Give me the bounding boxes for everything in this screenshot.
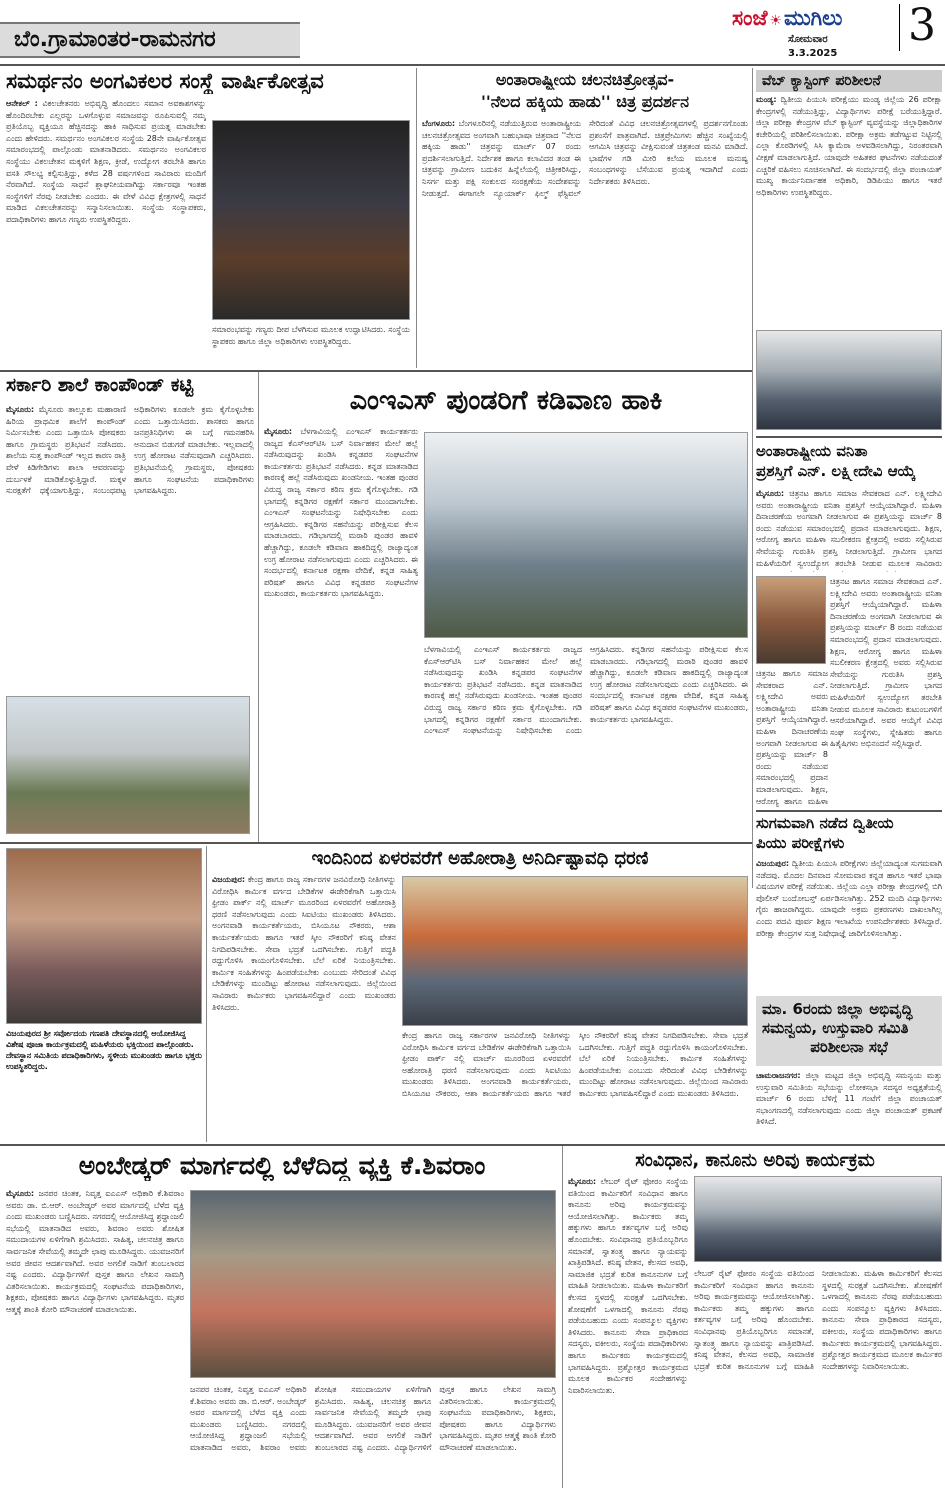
dateline: ಮೈಸೂರು:: [6, 405, 35, 414]
row-rule: [0, 370, 752, 372]
body-women-cont: ಚಿತ್ರನಟ ಹಾಗೂ ಸಮಾಜ ಸೇವಕರಾದ ಎನ್. ಲಕ್ಷ್ಮೀದೇವಿ ಅವರು ಅಂತಾರಾಷ್ಟ್ರೀಯ ವನಿತಾ ಪ್ರಶಸ್ತಿಗೆ ಆಯ್ಕೆಯಾಗಿದ್ದಾರೆ. ಮಹಿಳಾ ದಿನಾಚರಣೆಯ ಅಂಗವಾಗಿ ನೀಡಲಾಗುವ ಈ ಪ್ರಶಸ್ತಿಯನ್ನು ಮಾರ್ಚ್ 8 ರಂದು ನಡೆಯುವ ಸಮಾರಂಭದಲ್ಲಿ ಪ್ರದಾನ ಮಾಡಲಾಗುವುದು. ಶಿಕ್ಷಣ, ಆರೋಗ್ಯ ಹಾಗೂ ಮಹಿಳಾ ಸಬಲೀಕರಣ ಕ್ಷೇತ್ರದಲ್ಲಿ ಅವರು ಸಲ್ಲಿಸಿರುವ ಸೇವೆಯನ್ನು ಗುರುತಿಸಿ ಪ್ರಶಸ್ತಿ ನೀಡಲಾಗುತ್ತಿದೆ. ಗ್ರಾಮೀಣ ಭಾಗದ ಮಹಿಳೆಯರಿಗೆ ಸ್ವಉದ್ಯೋಗ ತರಬೇತಿ ನೀಡುವ ಮೂಲಕ ಸಾವಿರಾರು ಕುಟುಂಬಗಳಿಗೆ ಆಸರೆಯಾಗಿದ್ದಾರೆ. ಅವರ ಆಯ್ಕೆಗೆ ವಿವಿಧ ಸಂಘ ಸಂಸ್ಥೆಗಳು, ಸ್ನೇಹಿತರು ಹಾಗೂ ಹಿತೈಷಿಗಳು ಅಭಿನಂದನೆ ಸಲ್ಲಿಸಿದ್ದಾರೆ.: [830, 577, 942, 749]
dateline: ಮೈಸೂರು:: [6, 1189, 35, 1198]
photo-dharna-rally: [402, 876, 748, 1026]
body-text: ಜಿಲ್ಲಾ ಮಟ್ಟದ ಜಿಲ್ಲಾ ಅಭಿವೃದ್ಧಿ ಸಮನ್ವಯ ಮತ್ತು ಉಸ್ತುವಾರಿ ಸಮಿತಿಯ ಸಭೆಯನ್ನು ಲೋಕಸಭಾ ಸದಸ್ಯರ ಅಧ್ಯಕ್ಷತೆಯಲ್ಲಿ ಮಾರ್ಚ್ 6 ರಂದು ಬೆಳಿಗ್ಗೆ 11 ಗಂಟೆಗೆ ಜಿಲ್ಲಾ ಪಂಚಾಯತ್ ಸಭಾಂಗಣದಲ್ಲಿ ನಡೆಸಲಾಗುವುದು ಎಂದು ಜಿಲ್ಲಾ ಪಂಚಾಯತ್ ಪ್ರಕಟಣೆ ತಿಳಿಸಿದೆ.: [756, 1071, 942, 1127]
headline-film-1: ಅಂತಾರಾಷ್ಟ್ರೀಯ ಚಲನಚಿತ್ರೋತ್ಸವ-: [495, 70, 675, 89]
brand-word-1: ಸಂಜೆ: [732, 6, 768, 30]
story-samarthanam: [6, 98, 206, 364]
headline-constitution: ಸಂವಿಧಾನ, ಕಾನೂನು ಅರಿವು ಕಾರ್ಯಕ್ರಮ: [635, 1150, 875, 1171]
row-rule: [0, 842, 752, 844]
photo-school-protest: [6, 696, 250, 834]
body-text: ಬೆಂಗಳೂರಿನಲ್ಲಿ ನಡೆಯುತ್ತಿರುವ ಅಂತಾರಾಷ್ಟ್ರೀಯ ಚಲನಚಿತ್ರೋತ್ಸವದ ಅಂಗವಾಗಿ ಬಹುಭಾಷಾ ಚಿತ್ರವಾದ ''ನೆಲದ ಹಕ್ಕಿಯ ಹಾಡು'' ಚಿತ್ರವನ್ನು ಮಾರ್ಚ್ 07 ರಂದು ಪ್ರದರ್ಶಿಸಲಾಗುತ್ತಿದೆ. ನಿರ್ದೇಶಕ ಹಾಗೂ ಕಲಾವಿದರ ತಂಡ ಈ ಚಿತ್ರವನ್ನು ಗ್ರಾಮೀಣ ಬದುಕಿನ ಹಿನ್ನೆಲೆಯಲ್ಲಿ ಚಿತ್ರೀಕರಿಸಿದ್ದು, ನಿಸರ್ಗ ಮತ್ತು ಪಕ್ಷಿ ಸಂಕುಲದ ಸಂರಕ್ಷಣೆಯ ಸಂದೇಶವನ್ನು ನೀಡುತ್ತದೆ. ಈಗಾಗಲೇ ನ್ಯೂಯಾರ್ಕ್ ಫಿಲ್ಮ್ ಫೆಸ್ಟಿವಲ್ ಸೇರಿದಂತೆ ವಿವಿಧ ಚಲನಚಿತ್ರೋತ್ಸವಗಳಲ್ಲಿ ಪ್ರದರ್ಶನಗೊಂಡು ಪ್ರಶಂಸೆಗೆ ಪಾತ್ರವಾಗಿದೆ. ಚಿತ್ರಪ್ರೇಮಿಗಳು ಹೆಚ್ಚಿನ ಸಂಖ್ಯೆಯಲ್ಲಿ ಆಗಮಿಸಿ ಚಿತ್ರವನ್ನು ವೀಕ್ಷಿಸುವಂತೆ ಚಿತ್ರತಂಡ ಮನವಿ ಮಾಡಿದೆ. ಭಾಷೆಗಳ ಗಡಿ ಮೀರಿ ಕಲೆಯ ಮೂಲಕ ಮನುಷ್ಯ ಸಂಬಂಧಗಳನ್ನು ಬೆಸೆಯುವ ಪ್ರಯತ್ನ ಇದಾಗಿದೆ ಎಂದು ನಿರ್ದೇಶಕರು ತಿಳಿಸಿದರು.: [422, 119, 748, 198]
photo-constitution-meeting: [694, 1176, 942, 1262]
brand-word-2: ಮುಗಿಲು: [783, 6, 843, 30]
story-women-side: [830, 576, 942, 808]
story-women-top: [756, 488, 942, 572]
headline-school: ಸರ್ಕಾರಿ ಶಾಲೆ ಕಾಂಪೌಂಡ್ ಕಟ್ಟಿ: [6, 374, 194, 396]
body-webcasting: [756, 94, 942, 198]
col-rule: [416, 68, 417, 368]
photo-students-books: [190, 1190, 556, 1378]
story-women-below: [756, 668, 828, 808]
body-mes: [264, 426, 418, 600]
story-ambedkar-col2: [190, 1384, 556, 1486]
brand-logo: [732, 6, 842, 31]
story-constitution-col2: [694, 1268, 942, 1486]
headline-film-2: ''ನೆಲದ ಹಕ್ಕಿಯ ಹಾಡು'' ಚಿತ್ರ ಪ್ರದರ್ಶನ: [480, 92, 689, 111]
dateline: ವಿಜಯಪುರ:: [756, 859, 790, 868]
body-text: ದ್ವಿತೀಯ ಪಿಯುಸಿ ಪರೀಕ್ಷೆಗಳು ಜಿಲ್ಲೆಯಾದ್ಯಂತ ಸುಗಮವಾಗಿ ನಡೆದವು. ಮೊದಲ ದಿನವಾದ ಸೋಮವಾರ ಕನ್ನಡ ಹಾಗೂ ಇತರೆ ಭಾಷಾ ವಿಷಯಗಳ ಪರೀಕ್ಷೆ ನಡೆಯಿತು. ಜಿಲ್ಲೆಯ ಎಲ್ಲಾ ಪರೀಕ್ಷಾ ಕೇಂದ್ರಗಳಲ್ಲಿ ಬಿಗಿ ಪೊಲೀಸ್ ಬಂದೋಬಸ್ತ್ ಏರ್ಪಡಿಸಲಾಗಿತ್ತು. 252 ಮಂದಿ ವಿದ್ಯಾರ್ಥಿಗಳು ಗೈರು ಹಾಜರಾಗಿದ್ದರು. ಯಾವುದೇ ಅಕ್ರಮ ಪ್ರಕರಣಗಳು ದಾಖಲಾಗಿಲ್ಲ ಎಂದು ಪದವಿ ಪೂರ್ವ ಶಿಕ್ಷಣ ಇಲಾಖೆಯ ಉಪನಿರ್ದೇಶಕರು ತಿಳಿಸಿದ್ದಾರೆ. ಪರೀಕ್ಷಾ ಕೇಂದ್ರಗಳ ಸುತ್ತ ನಿಷೇಧಾಜ್ಞೆ ಜಾರಿಗೊಳಿಸಲಾಗಿತ್ತು.: [756, 859, 942, 938]
headline-ambedkar: ಅಂಬೇಡ್ಕರ್ ಮಾರ್ಗದಲ್ಲಿ ಬೆಳೆದಿದ್ದ ವ್ಯಕ್ತಿ ಕೆ.ಶಿವರಾಂ: [78, 1151, 486, 1180]
headline-samarthanam: ಸಮರ್ಥನಂ ಅಂಗವಿಕಲರ ಸಂಸ್ಥೆ ವಾರ್ಷಿಕೋತ್ಸವ: [6, 69, 324, 93]
col-rule: [562, 1146, 563, 1488]
headline-vigilance-1: ಮಾ. 6ರಂದು ಜಿಲ್ಲಾ ಅಭಿವೃದ್ಧಿ: [762, 1000, 913, 1018]
body-text: ದ್ವಿತೀಯ ಪಿಯುಸಿ ಪರೀಕ್ಷೆಯು ಮಂಡ್ಯ ಜಿಲ್ಲೆಯ 26 ಪರೀಕ್ಷಾ ಕೇಂದ್ರಗಳಲ್ಲಿ ನಡೆಯುತ್ತಿದ್ದು, ವಿದ್ಯಾರ್ಥಿಗಳು ಪರೀಕ್ಷೆ ಬರೆಯುತ್ತಿದ್ದಾರೆ. ಜಿಲ್ಲಾ ಪರೀಕ್ಷಾ ಕೇಂದ್ರಗಳ ವೆಬ್ ಕ್ಯಾಸ್ಟಿಂಗ್ ವ್ಯವಸ್ಥೆಯನ್ನು ಜಿಲ್ಲಾಧಿಕಾರಿಗಳ ಕಚೇರಿಯಲ್ಲಿ ಪರಿಶೀಲಿಸಲಾಯಿತು. ಪರೀಕ್ಷಾ ಅಕ್ರಮ ತಡೆಗಟ್ಟುವ ನಿಟ್ಟಿನಲ್ಲಿ ಎಲ್ಲಾ ಕೊಠಡಿಗಳಲ್ಲಿ ಸಿಸಿ ಕ್ಯಾಮೆರಾ ಅಳವಡಿಸಲಾಗಿದ್ದು, ನಿರಂತರವಾಗಿ ವೀಕ್ಷಣೆ ಮಾಡಲಾಗುತ್ತಿದೆ. ಯಾವುದೇ ಅಹಿತಕರ ಘಟನೆಗಳು ನಡೆಯದಂತೆ ಎಚ್ಚರಿಕೆ ವಹಿಸಲು ಸೂಚಿಸಲಾಗಿದೆ. ಈ ಸಂದರ್ಭದಲ್ಲಿ ಜಿಲ್ಲಾ ಪಂಚಾಯತ್ ಮುಖ್ಯ ಕಾರ್ಯನಿರ್ವಾಹಕ ಅಧಿಕಾರಿ, ಡಿಡಿಪಿಯು ಹಾಗೂ ಇತರೆ ಅಧಿಕಾರಿಗಳು ಉಪಸ್ಥಿತರಿದ್ದರು.: [756, 95, 942, 197]
body-dharna: [212, 874, 396, 1013]
issue-date: 3.3.2025: [788, 48, 838, 59]
body-women-cont2: ಚಿತ್ರನಟ ಹಾಗೂ ಸಮಾಜ ಸೇವಕರಾದ ಎನ್. ಲಕ್ಷ್ಮೀದೇವಿ ಅವರು ಅಂತಾರಾಷ್ಟ್ರೀಯ ವನಿತಾ ಪ್ರಶಸ್ತಿಗೆ ಆಯ್ಕೆಯಾಗಿದ್ದಾರೆ. ಮಹಿಳಾ ದಿನಾಚರಣೆಯ ಅಂಗವಾಗಿ ನೀಡಲಾಗುವ ಈ ಪ್ರಶಸ್ತಿಯನ್ನು ಮಾರ್ಚ್ 8 ರಂದು ನಡೆಯುವ ಸಮಾರಂಭದಲ್ಲಿ ಪ್ರದಾನ ಮಾಡಲಾಗುವುದು. ಶಿಕ್ಷಣ, ಆರೋಗ್ಯ ಹಾಗೂ ಮಹಿಳಾ: [756, 669, 828, 806]
col-rule: [206, 846, 207, 1142]
headline-puc-2: ಪಿಯು ಪರೀಕ್ಷೆಗಳು: [756, 834, 845, 852]
headline-women-2: ಪ್ರಶಸ್ತಿಗೆ ಎನ್. ಲಕ್ಷ್ಮೀದೇವಿ ಆಯ್ಕೆ: [756, 462, 916, 480]
headline-webcasting: ವೆಬ್ ಕ್ಯಾಸ್ಟಿಂಗ್ ಪರಿಶೀಲನೆ: [756, 70, 942, 92]
col-rule: [752, 68, 753, 888]
photo-temple-women: [6, 848, 202, 1024]
headline-box-vigilance: [756, 996, 942, 1066]
caption-temple: ವಿಜಯಪುರದ ಶ್ರೀ ಸರ್ವೋದಯ ಗಣಪತಿ ದೇವಸ್ಥಾನದಲ್ಲಿ ಆಯೋಜಿಸಿದ್ದ ವಿಶೇಷ ಪೂಜಾ ಕಾರ್ಯಕ್ರಮದಲ್ಲಿ ಮಹಿಳೆಯರು ಭಕ್ತಿಯಿಂದ ಪಾಲ್ಗೊಂಡರು. ದೇವಸ್ಥಾನ ಸಮಿತಿಯ ಪದಾಧಿಕಾರಿಗಳು, ಸ್ಥಳೀಯ ಮುಖಂಡರು ಹಾಗೂ ಭಕ್ತರು ಉಪಸ್ಥಿತರಿದ್ದರು.: [6, 1029, 202, 1071]
page-number: 3: [899, 4, 936, 51]
body-text: ಚಿತ್ರನಟ ಹಾಗೂ ಸಮಾಜ ಸೇವಕರಾದ ಎನ್. ಲಕ್ಷ್ಮೀದೇವಿ ಅವರು ಅಂತಾರಾಷ್ಟ್ರೀಯ ವನಿತಾ ಪ್ರಶಸ್ತಿಗೆ ಆಯ್ಕೆಯಾಗಿದ್ದಾರೆ. ಮಹಿಳಾ ದಿನಾಚರಣೆಯ ಅಂಗವಾಗಿ ನೀಡಲಾಗುವ ಈ ಪ್ರಶಸ್ತಿಯನ್ನು ಮಾರ್ಚ್ 8 ರಂದು ನಡೆಯುವ ಸಮಾರಂಭದಲ್ಲಿ ಪ್ರದಾನ ಮಾಡಲಾಗುವುದು. ಶಿಕ್ಷಣ, ಆರೋಗ್ಯ ಹಾಗೂ ಮಹಿಳಾ ಸಬಲೀಕರಣ ಕ್ಷೇತ್ರದಲ್ಲಿ ಅವರು ಸಲ್ಲಿಸಿರುವ ಸೇವೆಯನ್ನು ಗುರುತಿಸಿ ಪ್ರಶಸ್ತಿ ನೀಡಲಾಗುತ್ತಿದೆ. ಗ್ರಾಮೀಣ ಭಾಗದ ಮಹಿಳೆಯರಿಗೆ ಸ್ವಉದ್ಯೋಗ ತರಬೇತಿ ನೀಡುವ ಮೂಲಕ ಸಾವಿರಾರು: [756, 489, 942, 568]
story-vigilance: [756, 1070, 942, 1140]
photo-webcasting-room: [756, 330, 942, 430]
headline-vigilance-2: ಸಮನ್ವಯ, ಉಸ್ತುವಾರಿ ಸಮಿತಿ: [762, 1018, 909, 1037]
dateline: ಮೈಸೂರು:: [568, 1177, 597, 1186]
masthead: [728, 4, 940, 64]
body-text: ಬೆಳಗಾವಿಯಲ್ಲಿ ಎಂಇಎಸ್ ಕಾರ್ಯಕರ್ತರು ರಾಜ್ಯದ ಕೆಎಸ್‌ಆರ್‌ಟಿಸಿ ಬಸ್ ನಿರ್ವಾಹಕನ ಮೇಲೆ ಹಲ್ಲೆ ನಡೆಸಿರುವುದನ್ನು ಖಂಡಿಸಿ ಕನ್ನಡಪರ ಸಂಘಟನೆಗಳ ಕಾರ್ಯಕರ್ತರು ಪ್ರತಿಭಟನೆ ನಡೆಸಿದರು. ಕನ್ನಡ ಮಾತನಾಡಿದ ಕಾರಣಕ್ಕೆ ಹಲ್ಲೆ ನಡೆಸಿರುವುದು ಖಂಡನೀಯ. ಇಂತಹ ಪುಂಡರ ವಿರುದ್ಧ ರಾಜ್ಯ ಸರ್ಕಾರ ಕಠಿಣ ಕ್ರಮ ಕೈಗೊಳ್ಳಬೇಕು. ಗಡಿ ಭಾಗದಲ್ಲಿ ಕನ್ನಡಿಗರ ರಕ್ಷಣೆಗೆ ಸರ್ಕಾರ ಮುಂದಾಗಬೇಕು. ಎಂಇಎಸ್ ಸಂಘಟನೆಯನ್ನು ನಿಷೇಧಿಸಬೇಕು ಎಂದು ಆಗ್ರಹಿಸಿದರು. ಕನ್ನಡಿಗರ ಸಹನೆಯನ್ನು ಪರೀಕ್ಷಿಸುವ ಕೆಲಸ ಮಾಡಬಾರದು. ಗಡಿಭಾಗದಲ್ಲಿ ಮರಾಠಿ ಪುಂಡರ ಹಾವಳಿ ಹೆಚ್ಚಾಗಿದ್ದು, ಕೂಡಲೇ ಕಡಿವಾಣ ಹಾಕದಿದ್ದಲ್ಲಿ ರಾಜ್ಯಾದ್ಯಂತ ಉಗ್ರ ಹೋರಾಟ ನಡೆಸಲಾಗುವುದು ಎಂದು ಎಚ್ಚರಿಸಿದರು. ಈ ಸಂದರ್ಭದಲ್ಲಿ ಕರ್ನಾಟಕ ರಕ್ಷಣಾ ವೇದಿಕೆ, ಕನ್ನಡ ಸಾಹಿತ್ಯ ಪರಿಷತ್ ಹಾಗೂ ವಿವಿಧ ಕನ್ನಡಪರ ಸಂಘಟನೆಗಳ ಮುಖಂಡರು, ಕಾರ್ಯಕರ್ತರು ಭಾಗವಹಿಸಿದ್ದರು.: [264, 427, 418, 599]
headline-dharna: ಇಂದಿನಿಂದ ಏಳರವರೆಗೆ ಅಹೋರಾತ್ರಿ ಅನಿರ್ದಿಷ್ಟಾವಧಿ ಧರಣಿ: [311, 848, 649, 869]
story-ambedkar-col1: [6, 1188, 184, 1486]
caption-samarthanam: ಸಮಾರಂಭವನ್ನು ಗಣ್ಯರು ದೀಪ ಬೆಳಗಿಸುವ ಮೂಲಕ ಉದ್ಘಾಟಿಸಿದರು. ಸಂಸ್ಥೆಯ ಸ್ಥಾಪಕರು ಹಾಗೂ ಜಿಲ್ಲಾ ಅಧಿಕಾರಿಗಳು ಉಪಸ್ಥಿತರಿದ್ದರು.: [212, 325, 410, 346]
row-rule: [756, 436, 942, 438]
story-film-festival: [422, 118, 748, 368]
headline-women-1: ಅಂತಾರಾಷ್ಟ್ರೀಯ ವನಿತಾ: [756, 442, 868, 460]
body-ambedkar: [6, 1188, 184, 1316]
body-text: ಕೇಂದ್ರ ಹಾಗೂ ರಾಜ್ಯ ಸರ್ಕಾರಗಳ ಜನವಿರೋಧಿ ನೀತಿಗಳನ್ನು ವಿರೋಧಿಸಿ ಕಾರ್ಮಿಕ ವರ್ಗದ ಬೇಡಿಕೆಗಳ ಈಡೇರಿಕೆಗಾಗಿ ಒತ್ತಾಯಿಸಿ ಫ್ರೀಡಂ ಪಾರ್ಕ್ ನಲ್ಲಿ ಮಾರ್ಚ್ ಮೂರರಿಂದ ಏಳರವರೆಗೆ ಅಹೋರಾತ್ರಿ ಧರಣಿ ನಡೆಸಲಾಗುವುದು ಎಂದು ಸಿಐಟಿಯು ಮುಖಂಡರು ತಿಳಿಸಿದರು. ಅಂಗನವಾಡಿ ಕಾರ್ಯಕರ್ತೆಯರು, ಬಿಸಿಯೂಟ ನೌಕರರು, ಆಶಾ ಕಾರ್ಯಕರ್ತೆಯರು ಹಾಗೂ ಇತರೆ ಸ್ಕೀಂ ನೌಕರರಿಗೆ ಕನಿಷ್ಠ ವೇತನ ನಿಗದಿಪಡಿಸಬೇಕು. ಸೇವಾ ಭದ್ರತೆ ಒದಗಿಸಬೇಕು. ಗುತ್ತಿಗೆ ಪದ್ಧತಿ ರದ್ದುಗೊಳಿಸಿ ಕಾಯಂಗೊಳಿಸಬೇಕು. ಬೆಲೆ ಏರಿಕೆ ನಿಯಂತ್ರಿಸಬೇಕು. ಕಾರ್ಮಿಕ ಸಂಹಿತೆಗಳನ್ನು ಹಿಂಪಡೆಯಬೇಕು ಎಂಬುದು ಸೇರಿದಂತೆ ವಿವಿಧ ಬೇಡಿಕೆಗಳನ್ನು ಮುಂದಿಟ್ಟು ಹೋರಾಟ ನಡೆಸಲಾಗುವುದು. ಜಿಲ್ಲೆಯಿಂದ ಸಾವಿರಾರು ಕಾರ್ಮಿಕರು ಭಾಗವಹಿಸಲಿದ್ದಾರೆ ಎಂದು ಮುಖಂಡರು ತಿಳಿಸಿದರು.: [212, 875, 396, 1012]
dateline: ಮೈಸೂರು:: [264, 427, 293, 436]
row-rule: [756, 810, 942, 812]
body-text: ವಿಕಲಚೇತನರು ಅಭಿವೃದ್ಧಿ ಹೊಂದಲು ಸಮಾನ ಅವಕಾಶಗಳನ್ನು ಹೊಂದಿರಬೇಕು ಎಲ್ಲರನ್ನು ಒಳಗೊಳ್ಳುವ ಸಮಾಜವನ್ನು ರೂಪಿಸುವಲ್ಲಿ ನಮ್ಮ ಪ್ರತಿಯೊಬ್ಬ ವ್ಯಕ್ತಿಯೂ ಹೆಚ್ಚಿನದನ್ನು ಹಾಕಿ ಸಾಧಿಸುವ ಪ್ರಯತ್ನ ಮಾಡಬೇಕು ಎಂದು ಹೇಳಿದರು. ಸಮರ್ಥನಂ ಅಂಗವಿಕಲರ ಸಂಸ್ಥೆಯ 28ನೇ ವಾರ್ಷಿಕೋತ್ಸವ ಸಮಾರಂಭದಲ್ಲಿ ಪಾಲ್ಗೊಂಡು ಮಾತನಾಡಿದರು. ಸಮರ್ಥನಂ ಅಂಗವಿಕಲರ ಸಂಸ್ಥೆಯು ವಿಕಲಚೇತನ ಮಕ್ಕಳಿಗೆ ಶಿಕ್ಷಣ, ಕ್ರೀಡೆ, ಉದ್ಯೋಗ ತರಬೇತಿ ಹಾಗೂ ವಸತಿ ಸೌಲಭ್ಯ ಕಲ್ಪಿಸುತ್ತಿದ್ದು, ಕಳೆದ 28 ವರ್ಷಗಳಿಂದ ಸಾವಿರಾರು ಮಂದಿಗೆ ನೆರವಾಗಿದೆ. ಸಂಸ್ಥೆಯ ಸಾಧನೆ ಶ್ಲಾಘನೀಯವಾಗಿದ್ದು ಸರ್ಕಾರವೂ ಇಂತಹ ಸಂಸ್ಥೆಗಳಿಗೆ ನೆರವು ನೀಡಬೇಕು ಎಂದರು. ಈ ವೇಳೆ ವಿವಿಧ ಕ್ಷೇತ್ರಗಳಲ್ಲಿ ಸಾಧನೆ ಮಾಡಿದ ವಿಕಲಚೇತನರನ್ನು ಸನ್ಮಾನಿಸಲಾಯಿತು. ಸಂಸ್ಥೆಯ ಸಂಸ್ಥಾಪಕರು, ಪದಾಧಿಕಾರಿಗಳು ಹಾಗೂ ಗಣ್ಯರು ಉಪಸ್ಥಿತರಿದ್ದರು.: [6, 99, 206, 224]
photo-lamp-lighting: [212, 120, 410, 320]
body-women: [756, 488, 942, 572]
headline-vigilance-3: ಪರಿಶೀಲನಾ ಸಭೆ: [810, 1037, 888, 1056]
body-constitution-cont: ಲೇಬರ್ ರೈಟ್ ಫೋರಂ ಸಂಸ್ಥೆಯ ವತಿಯಿಂದ ಕಾರ್ಮಿಕರಿಗೆ ಸಂವಿಧಾನ ಹಾಗೂ ಕಾನೂನು ಅರಿವು ಕಾರ್ಯಕ್ರಮವನ್ನು ಆಯೋಜಿಸಲಾಗಿತ್ತು. ಕಾರ್ಮಿಕರು ತಮ್ಮ ಹಕ್ಕುಗಳು ಹಾಗೂ ಕರ್ತವ್ಯಗಳ ಬಗ್ಗೆ ಅರಿವು ಹೊಂದಬೇಕು. ಸಂವಿಧಾನವು ಪ್ರತಿಯೊಬ್ಬರಿಗೂ ಸಮಾನತೆ, ಸ್ವಾತಂತ್ರ್ಯ ಹಾಗೂ ನ್ಯಾಯವನ್ನು ಖಾತ್ರಿಪಡಿಸಿದೆ. ಕನಿಷ್ಠ ವೇತನ, ಕೆಲಸದ ಅವಧಿ, ಸಾಮಾಜಿಕ ಭದ್ರತೆ ಕುರಿತ ಕಾನೂನುಗಳ ಬಗ್ಗೆ ಮಾಹಿತಿ ನೀಡಲಾಯಿತು. ಮಹಿಳಾ ಕಾರ್ಮಿಕರಿಗೆ ಕೆಲಸದ ಸ್ಥಳದಲ್ಲಿ ಸುರಕ್ಷತೆ ಒದಗಿಸಬೇಕು. ಶೋಷಣೆಗೆ ಒಳಗಾದಲ್ಲಿ ಕಾನೂನು ನೆರವು ಪಡೆಯಬಹುದು ಎಂದು ಸಂಪನ್ಮೂಲ ವ್ಯಕ್ತಿಗಳು ತಿಳಿಸಿದರು. ಕಾನೂನು ಸೇವಾ ಪ್ರಾಧಿಕಾರದ ಸದಸ್ಯರು, ವಕೀಲರು, ಸಂಸ್ಥೆಯ ಪದಾಧಿಕಾರಿಗಳು ಹಾಗೂ ಕಾರ್ಮಿಕರು ಕಾರ್ಯಕ್ರಮದಲ್ಲಿ ಭಾಗವಹಿಸಿದ್ದರು. ಪ್ರಶ್ನೋತ್ತರ ಕಾರ್ಯಕ್ರಮದ ಮೂಲಕ ಕಾರ್ಮಿಕರ ಸಂದೇಹಗಳನ್ನು ನಿವಾರಿಸಲಾಯಿತು.: [694, 1269, 942, 1371]
headline-puc-1: ಸುಗಮವಾಗಿ ನಡೆದ ದ್ವಿತೀಯ: [756, 814, 894, 832]
dateline: ಆನೇಕಲ್ :: [6, 99, 38, 108]
body-ambedkar-cont: ಜನಪರ ಚಿಂತಕ, ನಿವೃತ್ತ ಐಎಎಸ್ ಅಧಿಕಾರಿ ಕೆ.ಶಿವರಾಂ ಅವರು ಡಾ. ಬಿ.ಆರ್. ಅಂಬೇಡ್ಕರ್ ಅವರ ಮಾರ್ಗದಲ್ಲಿ ಬೆಳೆದ ವ್ಯಕ್ತಿ ಎಂದು ಮುಖಂಡರು ಬಣ್ಣಿಸಿದರು. ನಗರದಲ್ಲಿ ಆಯೋಜಿಸಿದ್ದ ಶ್ರದ್ಧಾಂಜಲಿ ಸಭೆಯಲ್ಲಿ ಮಾತನಾಡಿದ ಅವರು, ಶಿವರಾಂ ಅವರು ಶೋಷಿತ ಸಮುದಾಯಗಳ ಏಳಿಗೆಗಾಗಿ ಶ್ರಮಿಸಿದರು. ಸಾಹಿತ್ಯ, ಚಲನಚಿತ್ರ ಹಾಗೂ ಸಾರ್ವಜನಿಕ ಸೇವೆಯಲ್ಲಿ ತಮ್ಮದೇ ಛಾಪು ಮೂಡಿಸಿದ್ದರು. ಯುವಜನರಿಗೆ ಅವರ ಜೀವನ ಆದರ್ಶವಾಗಿದೆ. ಅವರ ಅಗಲಿಕೆ ನಾಡಿಗೆ ತುಂಬಲಾರದ ನಷ್ಟ ಎಂದರು. ವಿದ್ಯಾರ್ಥಿಗಳಿಗೆ ಪುಸ್ತಕ ಹಾಗೂ ಲೇಖನ ಸಾಮಗ್ರಿ ವಿತರಿಸಲಾಯಿತು. ಕಾರ್ಯಕ್ರಮದಲ್ಲಿ ಸಂಘಟನೆಯ ಪದಾಧಿಕಾರಿಗಳು, ಶಿಕ್ಷಕರು, ಪೋಷಕರು ಹಾಗೂ ವಿದ್ಯಾರ್ಥಿಗಳು ಭಾಗವಹಿಸಿದ್ದರು. ಮೃತರ ಆತ್ಮಕ್ಕೆ ಶಾಂತಿ ಕೋರಿ ಮೌನಾಚರಣೆ ಮಾಡಲಾಯಿತು.: [190, 1385, 556, 1452]
dateline: ಮೈಸೂರು:: [756, 489, 785, 498]
header-rule: [0, 64, 945, 66]
body-samarthanam: [6, 98, 206, 226]
story-constitution-col1: [568, 1176, 688, 1486]
body-film: [422, 118, 748, 199]
story-mes-col2: [424, 644, 748, 836]
story-dharna-col2: [402, 1030, 748, 1138]
photo-lakshmidevi: [756, 576, 826, 664]
story-puc: [756, 858, 942, 994]
story-dharna-col1: [212, 874, 396, 1138]
body-dharna-cont: ಕೇಂದ್ರ ಹಾಗೂ ರಾಜ್ಯ ಸರ್ಕಾರಗಳ ಜನವಿರೋಧಿ ನೀತಿಗಳನ್ನು ವಿರೋಧಿಸಿ ಕಾರ್ಮಿಕ ವರ್ಗದ ಬೇಡಿಕೆಗಳ ಈಡೇರಿಕೆಗಾಗಿ ಒತ್ತಾಯಿಸಿ ಫ್ರೀಡಂ ಪಾರ್ಕ್ ನಲ್ಲಿ ಮಾರ್ಚ್ ಮೂರರಿಂದ ಏಳರವರೆಗೆ ಅಹೋರಾತ್ರಿ ಧರಣಿ ನಡೆಸಲಾಗುವುದು ಎಂದು ಸಿಐಟಿಯು ಮುಖಂಡರು ತಿಳಿಸಿದರು. ಅಂಗನವಾಡಿ ಕಾರ್ಯಕರ್ತೆಯರು, ಬಿಸಿಯೂಟ ನೌಕರರು, ಆಶಾ ಕಾರ್ಯಕರ್ತೆಯರು ಹಾಗೂ ಇತರೆ ಸ್ಕೀಂ ನೌಕರರಿಗೆ ಕನಿಷ್ಠ ವೇತನ ನಿಗದಿಪಡಿಸಬೇಕು. ಸೇವಾ ಭದ್ರತೆ ಒದಗಿಸಬೇಕು. ಗುತ್ತಿಗೆ ಪದ್ಧತಿ ರದ್ದುಗೊಳಿಸಿ ಕಾಯಂಗೊಳಿಸಬೇಕು. ಬೆಲೆ ಏರಿಕೆ ನಿಯಂತ್ರಿಸಬೇಕು. ಕಾರ್ಮಿಕ ಸಂಹಿತೆಗಳನ್ನು ಹಿಂಪಡೆಯಬೇಕು ಎಂಬುದು ಸೇರಿದಂತೆ ವಿವಿಧ ಬೇಡಿಕೆಗಳನ್ನು ಮುಂದಿಟ್ಟು ಹೋರಾಟ ನಡೆಸಲಾಗುವುದು. ಜಿಲ್ಲೆಯಿಂದ ಸಾವಿರಾರು ಕಾರ್ಮಿಕರು ಭಾಗವಹಿಸಲಿದ್ದಾರೆ ಎಂದು ಮುಖಂಡರು ತಿಳಿಸಿದರು.: [402, 1031, 748, 1098]
story-mes-col1: [264, 426, 418, 836]
body-text: ಜನಪರ ಚಿಂತಕ, ನಿವೃತ್ತ ಐಎಎಸ್ ಅಧಿಕಾರಿ ಕೆ.ಶಿವರಾಂ ಅವರು ಡಾ. ಬಿ.ಆರ್. ಅಂಬೇಡ್ಕರ್ ಅವರ ಮಾರ್ಗದಲ್ಲಿ ಬೆಳೆದ ವ್ಯಕ್ತಿ ಎಂದು ಮುಖಂಡರು ಬಣ್ಣಿಸಿದರು. ನಗರದಲ್ಲಿ ಆಯೋಜಿಸಿದ್ದ ಶ್ರದ್ಧಾಂಜಲಿ ಸಭೆಯಲ್ಲಿ ಮಾತನಾಡಿದ ಅವರು, ಶಿವರಾಂ ಅವರು ಶೋಷಿತ ಸಮುದಾಯಗಳ ಏಳಿಗೆಗಾಗಿ ಶ್ರಮಿಸಿದರು. ಸಾಹಿತ್ಯ, ಚಲನಚಿತ್ರ ಹಾಗೂ ಸಾರ್ವಜನಿಕ ಸೇವೆಯಲ್ಲಿ ತಮ್ಮದೇ ಛಾಪು ಮೂಡಿಸಿದ್ದರು. ಯುವಜನರಿಗೆ ಅವರ ಜೀವನ ಆದರ್ಶವಾಗಿದೆ. ಅವರ ಅಗಲಿಕೆ ನಾಡಿಗೆ ತುಂಬಲಾರದ ನಷ್ಟ ಎಂದರು. ವಿದ್ಯಾರ್ಥಿಗಳಿಗೆ ಪುಸ್ತಕ ಹಾಗೂ ಲೇಖನ ಸಾಮಗ್ರಿ ವಿತರಿಸಲಾಯಿತು. ಕಾರ್ಯಕ್ರಮದಲ್ಲಿ ಸಂಘಟನೆಯ ಪದಾಧಿಕಾರಿಗಳು, ಶಿಕ್ಷಕರು, ಪೋಷಕರು ಹಾಗೂ ವಿದ್ಯಾರ್ಥಿಗಳು ಭಾಗವಹಿಸಿದ್ದರು. ಮೃತರ ಆತ್ಮಕ್ಕೆ ಶಾಂತಿ ಕೋರಿ ಮೌನಾಚರಣೆ ಮಾಡಲಾಯಿತು.: [6, 1189, 184, 1314]
body-constitution: [568, 1176, 688, 1396]
story-school: [6, 404, 254, 690]
photo-kannada-protest: [424, 432, 748, 638]
body-text: ಮೈಸೂರು ತಾಲ್ಲೂಕು ಮಹಾರಾಣಿ ಹಿರಿಯ ಪ್ರಾಥಮಿಕ ಶಾಲೆಗೆ ಕಾಂಪೌಂಡ್ ನಿರ್ಮಿಸಬೇಕು ಎಂದು ಒತ್ತಾಯಿಸಿ ಪೋಷಕರು ಹಾಗೂ ಗ್ರಾಮಸ್ಥರು ಪ್ರತಿಭಟನೆ ನಡೆಸಿದರು. ಶಾಲೆಯ ಸುತ್ತ ಕಾಂಪೌಂಡ್ ಇಲ್ಲದ ಕಾರಣ ರಾತ್ರಿ ವೇಳೆ ಕಿಡಿಗೇಡಿಗಳು ಶಾಲಾ ಆವರಣವನ್ನು ದುರ್ಬಳಕೆ ಮಾಡಿಕೊಳ್ಳುತ್ತಿದ್ದಾರೆ. ಮಕ್ಕಳ ಸುರಕ್ಷತೆಗೆ ಧಕ್ಕೆಯಾಗುತ್ತಿದ್ದು, ಸಂಬಂಧಪಟ್ಟ ಅಧಿಕಾರಿಗಳು ಕೂಡಲೇ ಕ್ರಮ ಕೈಗೊಳ್ಳಬೇಕು ಎಂದು ಒತ್ತಾಯಿಸಿದರು. ಶಾಸಕರು ಹಾಗೂ ಜನಪ್ರತಿನಿಧಿಗಳು ಈ ಬಗ್ಗೆ ಗಮನಹರಿಸಿ ಅನುದಾನ ಬಿಡುಗಡೆ ಮಾಡಬೇಕು. ಇಲ್ಲವಾದಲ್ಲಿ ಉಗ್ರ ಹೋರಾಟ ನಡೆಸುವುದಾಗಿ ಎಚ್ಚರಿಸಿದರು. ಪ್ರತಿಭಟನೆಯಲ್ಲಿ ಗ್ರಾಮಸ್ಥರು, ಪೋಷಕರು ಹಾಗೂ ಸಂಘಟನೆಯ ಪದಾಧಿಕಾರಿಗಳು ಭಾಗವಹಿಸಿದ್ದರು.: [6, 405, 254, 496]
dateline: ಚಾಮರಾಜನಗರ:: [756, 1071, 801, 1080]
col-rule: [258, 372, 259, 842]
headline-mes: ಎಂಇಎಸ್ ಪುಂಡರಿಗೆ ಕಡಿವಾಣ ಹಾಕಿ: [349, 385, 663, 416]
issue-day: ಸೋಮವಾರ: [788, 34, 828, 45]
section-banner: ಬೆಂ.ಗ್ರಾಮಾಂತರ-ರಾಮನಗರ: [0, 22, 300, 58]
dateline: ಮಂಡ್ಯ:: [756, 95, 777, 104]
story-webcasting: [756, 94, 942, 326]
sun-icon: ☀: [769, 13, 782, 29]
row-rule: [0, 1144, 945, 1146]
body-puc: [756, 858, 942, 939]
body-mes-cont: ಬೆಳಗಾವಿಯಲ್ಲಿ ಎಂಇಎಸ್ ಕಾರ್ಯಕರ್ತರು ರಾಜ್ಯದ ಕೆಎಸ್‌ಆರ್‌ಟಿಸಿ ಬಸ್ ನಿರ್ವಾಹಕನ ಮೇಲೆ ಹಲ್ಲೆ ನಡೆಸಿರುವುದನ್ನು ಖಂಡಿಸಿ ಕನ್ನಡಪರ ಸಂಘಟನೆಗಳ ಕಾರ್ಯಕರ್ತರು ಪ್ರತಿಭಟನೆ ನಡೆಸಿದರು. ಕನ್ನಡ ಮಾತನಾಡಿದ ಕಾರಣಕ್ಕೆ ಹಲ್ಲೆ ನಡೆಸಿರುವುದು ಖಂಡನೀಯ. ಇಂತಹ ಪುಂಡರ ವಿರುದ್ಧ ರಾಜ್ಯ ಸರ್ಕಾರ ಕಠಿಣ ಕ್ರಮ ಕೈಗೊಳ್ಳಬೇಕು. ಗಡಿ ಭಾಗದಲ್ಲಿ ಕನ್ನಡಿಗರ ರಕ್ಷಣೆಗೆ ಸರ್ಕಾರ ಮುಂದಾಗಬೇಕು. ಎಂಇಎಸ್ ಸಂಘಟನೆಯನ್ನು ನಿಷೇಧಿಸಬೇಕು ಎಂದು ಆಗ್ರಹಿಸಿದರು. ಕನ್ನಡಿಗರ ಸಹನೆಯನ್ನು ಪರೀಕ್ಷಿಸುವ ಕೆಲಸ ಮಾಡಬಾರದು. ಗಡಿಭಾಗದಲ್ಲಿ ಮರಾಠಿ ಪುಂಡರ ಹಾವಳಿ ಹೆಚ್ಚಾಗಿದ್ದು, ಕೂಡಲೇ ಕಡಿವಾಣ ಹಾಕದಿದ್ದಲ್ಲಿ ರಾಜ್ಯಾದ್ಯಂತ ಉಗ್ರ ಹೋರಾಟ ನಡೆಸಲಾಗುವುದು ಎಂದು ಎಚ್ಚರಿಸಿದರು. ಈ ಸಂದರ್ಭದಲ್ಲಿ ಕರ್ನಾಟಕ ರಕ್ಷಣಾ ವೇದಿಕೆ, ಕನ್ನಡ ಸಾಹಿತ್ಯ ಪರಿಷತ್ ಹಾಗೂ ವಿವಿಧ ಕನ್ನಡಪರ ಸಂಘಟನೆಗಳ ಮುಖಂಡರು, ಕಾರ್ಯಕರ್ತರು ಭಾಗವಹಿಸಿದ್ದರು.: [424, 645, 748, 736]
body-vigilance: [756, 1070, 942, 1128]
body-school: [6, 404, 254, 497]
body-text: ಲೇಬರ್ ರೈಟ್ ಫೋರಂ ಸಂಸ್ಥೆಯ ವತಿಯಿಂದ ಕಾರ್ಮಿಕರಿಗೆ ಸಂವಿಧಾನ ಹಾಗೂ ಕಾನೂನು ಅರಿವು ಕಾರ್ಯಕ್ರಮವನ್ನು ಆಯೋಜಿಸಲಾಗಿತ್ತು. ಕಾರ್ಮಿಕರು ತಮ್ಮ ಹಕ್ಕುಗಳು ಹಾಗೂ ಕರ್ತವ್ಯಗಳ ಬಗ್ಗೆ ಅರಿವು ಹೊಂದಬೇಕು. ಸಂವಿಧಾನವು ಪ್ರತಿಯೊಬ್ಬರಿಗೂ ಸಮಾನತೆ, ಸ್ವಾತಂತ್ರ್ಯ ಹಾಗೂ ನ್ಯಾಯವನ್ನು ಖಾತ್ರಿಪಡಿಸಿದೆ. ಕನಿಷ್ಠ ವೇತನ, ಕೆಲಸದ ಅವಧಿ, ಸಾಮಾಜಿಕ ಭದ್ರತೆ ಕುರಿತ ಕಾನೂನುಗಳ ಬಗ್ಗೆ ಮಾಹಿತಿ ನೀಡಲಾಯಿತು. ಮಹಿಳಾ ಕಾರ್ಮಿಕರಿಗೆ ಕೆಲಸದ ಸ್ಥಳದಲ್ಲಿ ಸುರಕ್ಷತೆ ಒದಗಿಸಬೇಕು. ಶೋಷಣೆಗೆ ಒಳಗಾದಲ್ಲಿ ಕಾನೂನು ನೆರವು ಪಡೆಯಬಹುದು ಎಂದು ಸಂಪನ್ಮೂಲ ವ್ಯಕ್ತಿಗಳು ತಿಳಿಸಿದರು. ಕಾನೂನು ಸೇವಾ ಪ್ರಾಧಿಕಾರದ ಸದಸ್ಯರು, ವಕೀಲರು, ಸಂಸ್ಥೆಯ ಪದಾಧಿಕಾರಿಗಳು ಹಾಗೂ ಕಾರ್ಮಿಕರು ಕಾರ್ಯಕ್ರಮದಲ್ಲಿ ಭಾಗವಹಿಸಿದ್ದರು. ಪ್ರಶ್ನೋತ್ತರ ಕಾರ್ಯಕ್ರಮದ ಮೂಲಕ ಕಾರ್ಮಿಕರ ಸಂದೇಹಗಳನ್ನು ನಿವಾರಿಸಲಾಯಿತು.: [568, 1177, 688, 1395]
dateline: ಬೆಂಗಳೂರು:: [422, 119, 456, 128]
dateline: ವಿಜಯಪುರ:: [212, 875, 246, 884]
